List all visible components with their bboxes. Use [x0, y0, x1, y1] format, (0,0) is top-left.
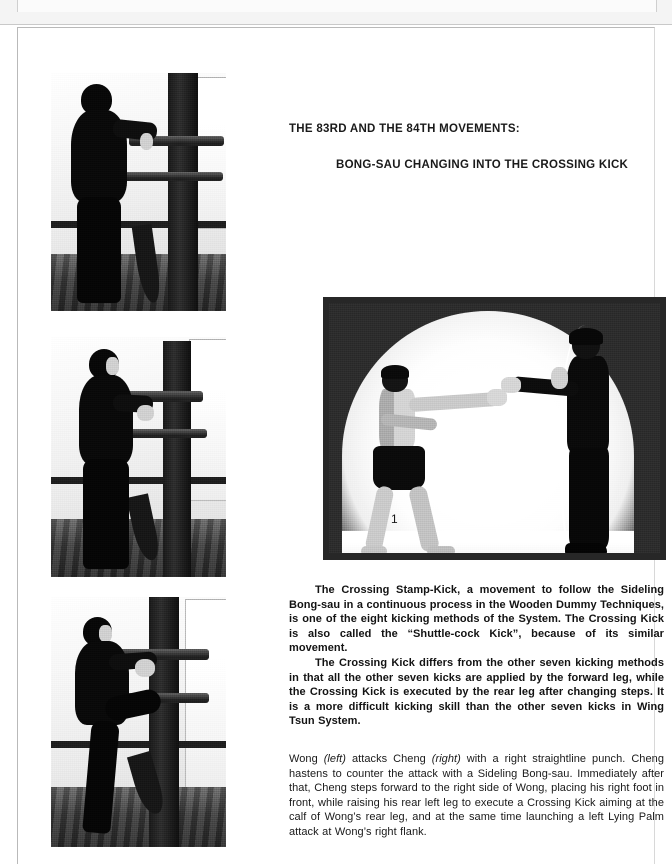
dummy-photo-1 [51, 73, 226, 311]
defender-shoes [565, 543, 607, 553]
photo2-dummy-post [163, 341, 191, 577]
main-photograph-image [329, 303, 660, 553]
photo3-practitioner-face [99, 625, 112, 642]
photo1-dummy-post [168, 73, 198, 311]
dummy-photo-2 [51, 337, 226, 577]
defender-legs [569, 448, 609, 548]
heading-technique-line: BONG-SAU CHANGING INTO THE CROSSING KICK [336, 159, 629, 171]
photo2-practitioner-torso [79, 375, 133, 465]
photo1-dummy-arm-lower [123, 172, 223, 181]
caption-emphasis-left: (left) [323, 753, 347, 765]
caption-emphasis-right: (right) [431, 753, 461, 765]
caption-text-2: attacks Cheng [346, 753, 432, 765]
defender-torso [567, 356, 609, 452]
scan-edge-band [0, 0, 672, 25]
attacker-hair [381, 365, 409, 379]
scan-edge-band-inner [17, 0, 657, 12]
defender-guard-hand [551, 367, 568, 389]
caption-text-3: with a right straightline punch. Cheng hastens to counter the attack with a Sideling Bong-sau. Immediately after that, Cheng steps forward to the right side of Wong, placing his right foot in front, while raising his rear left leg to execute a Crossing Kick aiming at the calf of Wong’s rear leg, and at the same time launching a left Lying Palm attack at Wong’s right flank. [289, 753, 664, 838]
photo2-practitioner-hand [137, 405, 154, 421]
section-heading [289, 123, 661, 171]
photo3-practitioner-hand [135, 659, 155, 677]
photo3-rail [51, 741, 226, 748]
photo-caption-block [289, 752, 664, 840]
book-page [17, 27, 664, 864]
main-photograph [323, 297, 666, 560]
caption-text-1: Wong [289, 753, 324, 765]
photo2-practitioner-legs [83, 459, 129, 569]
photo2-rail [51, 477, 226, 484]
body-paragraph-1: The Crossing Stamp-Kick, a movement to follow the Sideling Bong-sau in a continuous process in the Wooden Dummy Techniques, is one of the eight kicking methods of the System. The Crossing Kick is also called the “Shuttle-cock Kick”, because of its similar movement. [289, 584, 664, 655]
photo1-practitioner-legs [77, 197, 121, 303]
attacker-shorts [373, 446, 425, 490]
photo2-practitioner-face [106, 357, 119, 375]
attacker-right-foot [427, 546, 455, 553]
photo-caption [289, 752, 664, 840]
body-paragraph-2: The Crossing Kick differs from the other seven kicking methods in that all the other seven kicks are applied by the forward leg, while the Crossing Kick is executed by the rear leg after changing steps. It is a more difficult kicking skill than the other seven kicks in Wing Tsun System. [289, 656, 664, 728]
defender-lead-hand [501, 377, 521, 393]
dummy-photo-3 [51, 597, 226, 847]
attacker-left-foot [361, 546, 387, 553]
body-text-block [289, 583, 664, 729]
figure-number-label: 1 [391, 512, 398, 526]
photo1-practitioner-hand [140, 133, 153, 150]
left-photo-column [51, 73, 226, 847]
defender-hair [569, 328, 603, 345]
heading-movements-line: THE 83RD AND THE 84TH MOVEMENTS: [289, 123, 520, 135]
